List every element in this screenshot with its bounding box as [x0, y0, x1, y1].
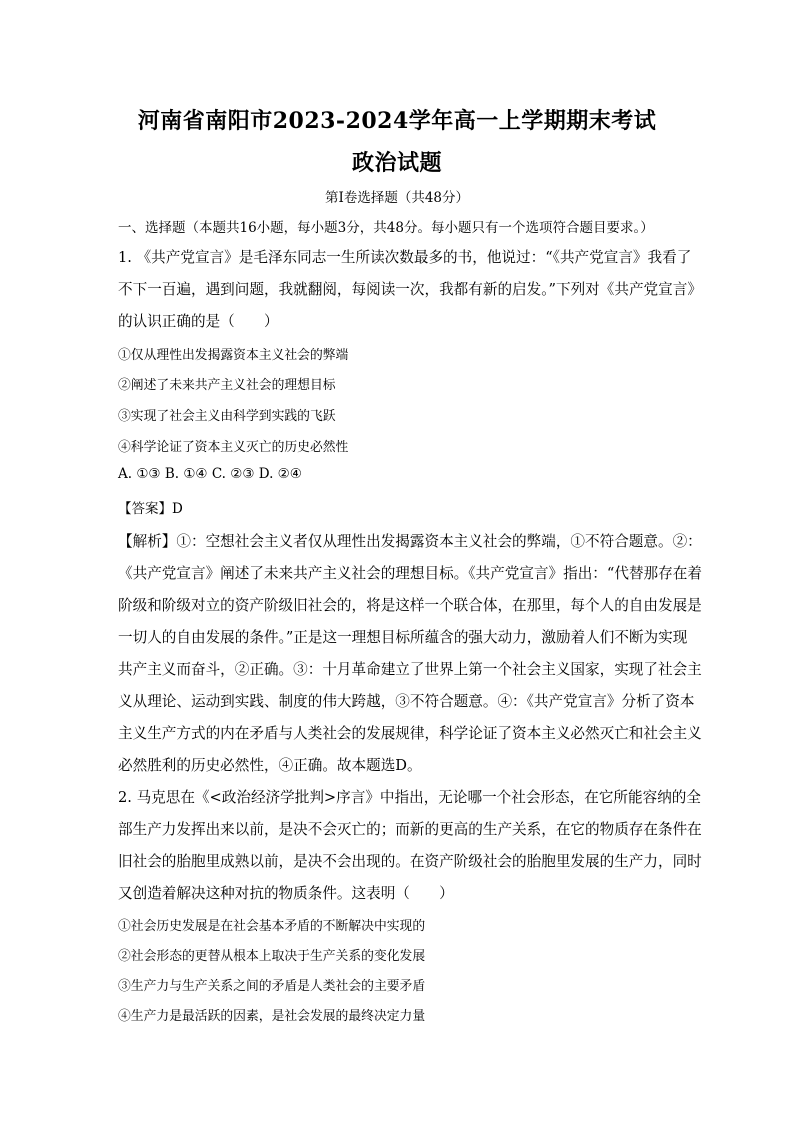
q1-analysis-line: 义从理论、运动到实践、制度的伟大跨越，③不符合题意。④：《共产党宣言》分析了资本 [118, 693, 695, 710]
q1-analysis-line: 阶级和阶级对立的资产阶级旧社会的，将是这样一个联合体，在那里，每个人的自由发展是 [118, 597, 702, 614]
exam-title: 河南省南阳市2023-2024学年高一上学期期末考试 [137, 108, 657, 134]
q1-option: ④科学论证了资本主义灭亡的历史必然性 [118, 440, 349, 455]
instructions: 一、选择题（本题共16小题，每小题3分，共48分。每小题只有一个选项符合题目要求。） [118, 220, 654, 236]
q1-choices: A. ①③ B. ①④ C. ②③ D. ②④ [118, 466, 302, 482]
q2-stem-line: 又创造着解决这种对抗的物质条件。这表明（ ） [118, 885, 454, 902]
q1-analysis-line: 一切人的自由发展的条件。”正是这一理想目标所蕴含的强大动力，激励着人们不断为实现 [118, 629, 688, 646]
section-heading: 第I卷选择题（共48分） [324, 190, 469, 206]
exam-subtitle: 政治试题 [351, 150, 442, 176]
q1-option: ①仅从理性出发揭露资本主义社会的弊端 [118, 348, 349, 363]
q2-option: ③生产力与生产关系之间的矛盾是人类社会的主要矛盾 [118, 979, 426, 994]
q1-analysis-line: 【解析】①：空想社会主义者仅从理性出发揭露资本主义社会的弊端，①不符合题意。②： [118, 533, 702, 550]
q1-option: ③实现了社会主义由科学到实践的飞跃 [118, 409, 336, 424]
q2-option: ②社会形态的更替从根本上取决于生产关系的变化发展 [118, 949, 426, 964]
q1-analysis-line: 共产主义而奋斗，②正确。③：十月革命建立了世界上第一个社会主义国家，实现了社会主 [118, 661, 702, 678]
q1-stem-line: 不下一百遍，遇到问题，我就翻阅，每阅读一次，我都有新的启发。”下列对《共产党宣言》 [118, 281, 702, 298]
q1-answer: 【答案】D [118, 501, 183, 517]
q2-stem-line: 2. 马克思在《<政治经济学批判>序言》中指出，无论哪一个社会形态，在它所能容纳的全 [118, 789, 701, 806]
q1-analysis-line: 《共产党宣言》阐述了未来共产主义社会的理想目标。《共产党宣言》指出：“代替那存在着 [118, 565, 702, 582]
q2-option: ①社会历史发展是在社会基本矛盾的不断解决中实现的 [118, 919, 426, 934]
q2-stem-line: 部生产力发挥出来以前，是决不会灭亡的；而新的更高的生产关系，在它的物质存在条件在 [118, 821, 702, 838]
q2-stem-line: 旧社会的胎胞里成熟以前，是决不会出现的。在资产阶级社会的胎胞里发展的生产力，同时 [118, 853, 702, 870]
q1-analysis-line: 主义生产方式的内在矛盾与人类社会的发展规律，科学论证了资本主义必然灭亡和社会主义 [118, 725, 702, 742]
q2-option: ④生产力是最活跃的因素，是社会发展的最终决定力量 [118, 1009, 426, 1024]
q1-analysis-line: 必然胜利的历史必然性，④正确。故本题选D。 [118, 757, 422, 774]
q1-stem-line: 1. 《共产党宣言》是毛泽东同志一生所读次数最多的书，他说过：“《共产党宣言》我看了 [118, 249, 692, 266]
q1-stem-line: 的认识正确的是（ ） [118, 313, 279, 330]
q1-option: ②阐述了未来共产主义社会的理想目标 [118, 378, 336, 393]
